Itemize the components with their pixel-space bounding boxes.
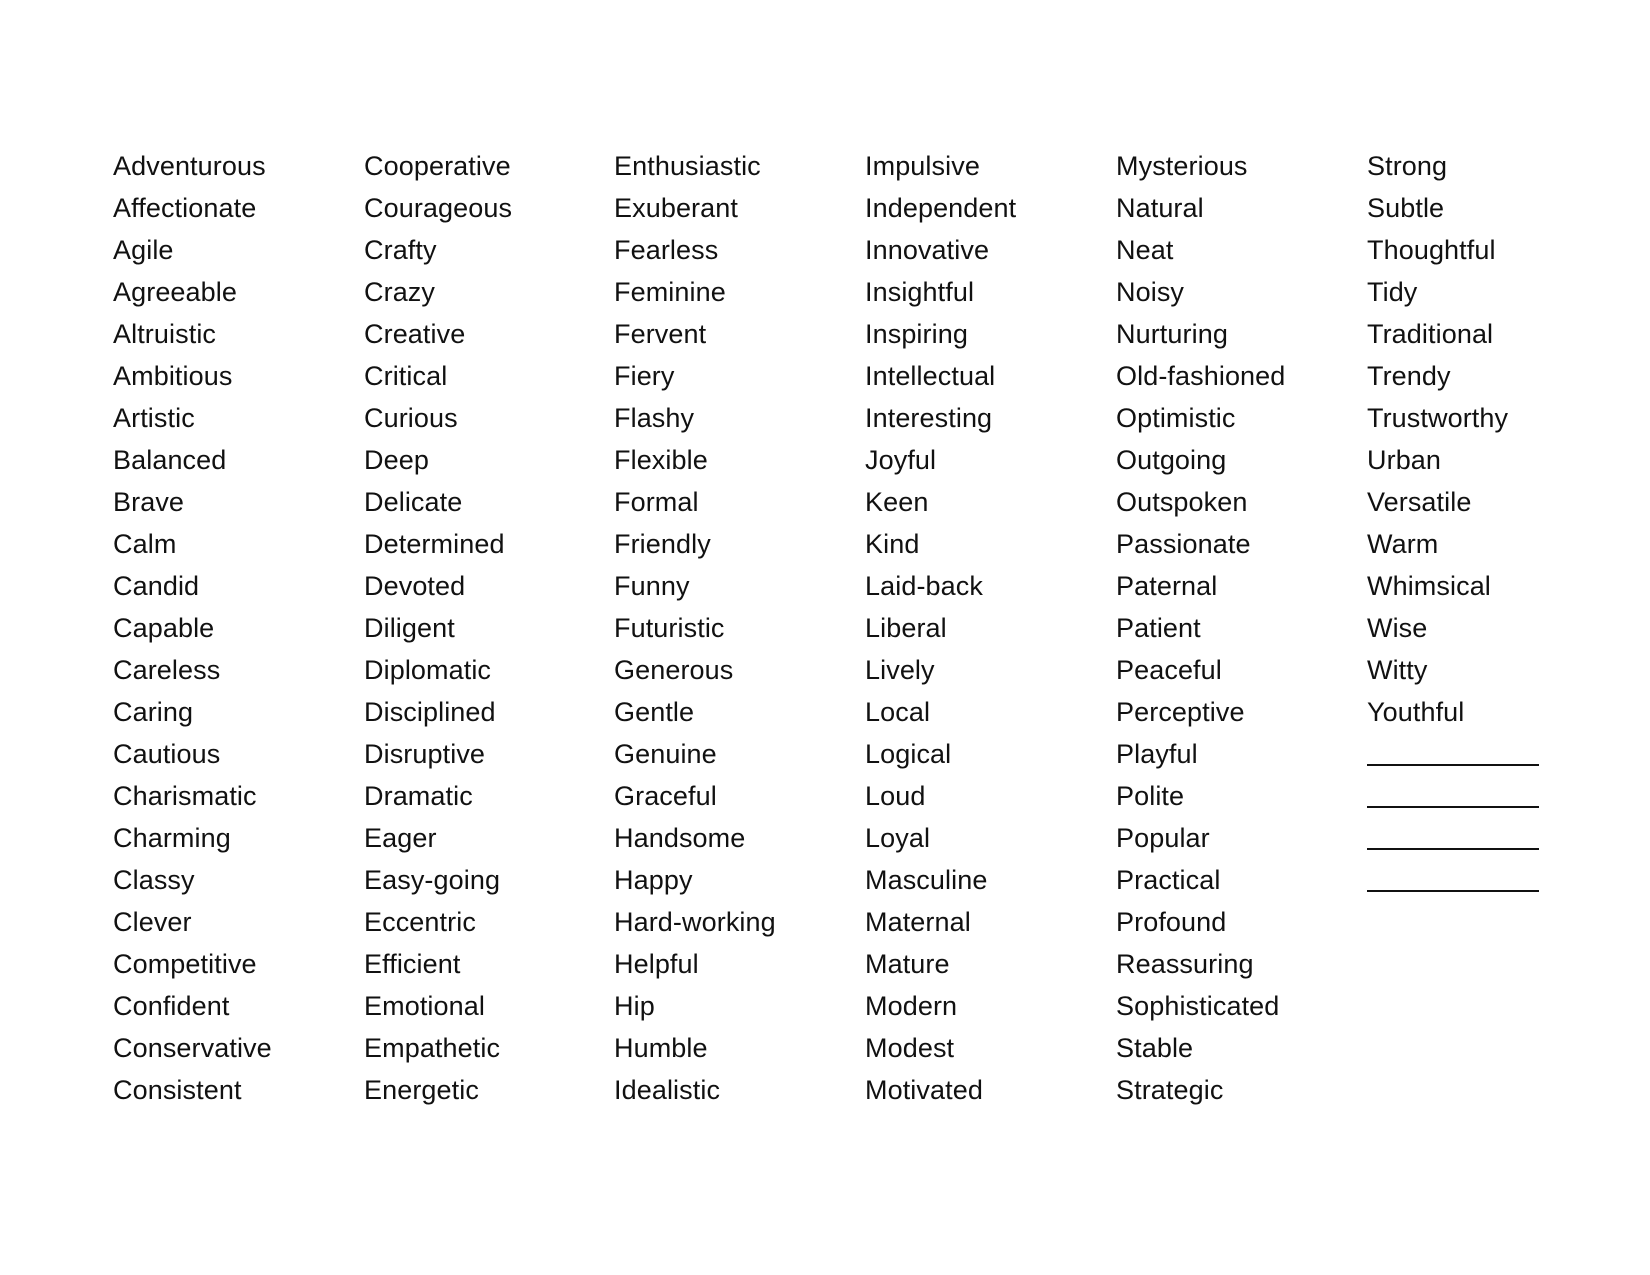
word-column-2	[364, 145, 604, 1111]
word: Careless	[113, 655, 221, 685]
word: Easy-going	[364, 865, 501, 895]
word: Generous	[614, 655, 734, 685]
word: Cautious	[113, 739, 221, 769]
word: Futuristic	[614, 613, 725, 643]
word: Wise	[1367, 613, 1428, 643]
word: Old-fashioned	[1116, 361, 1286, 391]
word: Adventurous	[113, 151, 266, 181]
word: Deep	[364, 445, 429, 475]
word: Handsome	[614, 823, 746, 853]
word: Fervent	[614, 319, 707, 349]
word: Conservative	[113, 1033, 272, 1063]
word: Thoughtful	[1367, 235, 1496, 265]
word: Crafty	[364, 235, 437, 265]
word: Mysterious	[1116, 151, 1248, 181]
word: Charismatic	[113, 781, 257, 811]
word: Curious	[364, 403, 458, 433]
word: Graceful	[614, 781, 717, 811]
word: Maternal	[865, 907, 971, 937]
word: Charming	[113, 823, 231, 853]
word: Loyal	[865, 823, 931, 853]
word: Mature	[865, 949, 950, 979]
word: Calm	[113, 529, 177, 559]
word: Feminine	[614, 277, 726, 307]
word: Humble	[614, 1033, 708, 1063]
word: Reassuring	[1116, 949, 1254, 979]
word: Witty	[1367, 655, 1428, 685]
word: Intellectual	[865, 361, 996, 391]
word: Profound	[1116, 907, 1227, 937]
word: Warm	[1367, 529, 1439, 559]
word: Agile	[113, 235, 174, 265]
word: Gentle	[614, 697, 695, 727]
word: Outgoing	[1116, 445, 1227, 475]
word: Ambitious	[113, 361, 233, 391]
word: Practical	[1116, 865, 1221, 895]
word: Diligent	[364, 613, 455, 643]
word: Logical	[865, 739, 952, 769]
word: Tidy	[1367, 277, 1418, 307]
word: Eccentric	[364, 907, 476, 937]
word: Passionate	[1116, 529, 1251, 559]
word: Liberal	[865, 613, 947, 643]
word: Laid-back	[865, 571, 983, 601]
word: Competitive	[113, 949, 257, 979]
word: Impulsive	[865, 151, 980, 181]
word: Playful	[1116, 739, 1198, 769]
word: Lively	[865, 655, 935, 685]
word: Strategic	[1116, 1075, 1224, 1105]
word: Noisy	[1116, 277, 1185, 307]
word: Formal	[614, 487, 699, 517]
write-in-blank-line	[1367, 775, 1607, 817]
word: Genuine	[614, 739, 717, 769]
word: Sophisticated	[1116, 991, 1280, 1021]
word: Innovative	[865, 235, 990, 265]
word: Trendy	[1367, 361, 1451, 391]
word: Patient	[1116, 613, 1201, 643]
word: Courageous	[364, 193, 513, 223]
word: Disruptive	[364, 739, 486, 769]
word: Balanced	[113, 445, 227, 475]
word: Creative	[364, 319, 466, 349]
word: Hip	[614, 991, 655, 1021]
word: Devoted	[364, 571, 466, 601]
word-column-4	[865, 145, 1105, 1111]
word: Polite	[1116, 781, 1185, 811]
word: Enthusiastic	[614, 151, 761, 181]
word: Cooperative	[364, 151, 511, 181]
word: Fiery	[614, 361, 675, 391]
word: Interesting	[865, 403, 993, 433]
word: Masculine	[865, 865, 988, 895]
word: Kind	[865, 529, 920, 559]
word: Flashy	[614, 403, 695, 433]
word: Local	[865, 697, 931, 727]
word: Diplomatic	[364, 655, 492, 685]
word: Friendly	[614, 529, 711, 559]
word: Disciplined	[364, 697, 496, 727]
word: Crazy	[364, 277, 436, 307]
write-in-blank-line	[1367, 859, 1607, 901]
word: Capable	[113, 613, 215, 643]
word: Eager	[364, 823, 437, 853]
word: Fearless	[614, 235, 719, 265]
word-column-5	[1116, 145, 1356, 1111]
word: Versatile	[1367, 487, 1472, 517]
word: Natural	[1116, 193, 1204, 223]
word: Emotional	[364, 991, 485, 1021]
word: Outspoken	[1116, 487, 1248, 517]
word: Urban	[1367, 445, 1442, 475]
word: Dramatic	[364, 781, 473, 811]
word: Popular	[1116, 823, 1210, 853]
word: Exuberant	[614, 193, 738, 223]
word-column-1	[113, 145, 353, 1111]
word: Flexible	[614, 445, 708, 475]
word: Candid	[113, 571, 200, 601]
word: Artistic	[113, 403, 195, 433]
word: Energetic	[364, 1075, 479, 1105]
word: Delicate	[364, 487, 463, 517]
word: Peaceful	[1116, 655, 1222, 685]
word: Paternal	[1116, 571, 1218, 601]
word: Consistent	[113, 1075, 242, 1105]
word: Brave	[113, 487, 185, 517]
word: Subtle	[1367, 193, 1445, 223]
word: Keen	[865, 487, 929, 517]
word: Affectionate	[113, 193, 257, 223]
word: Hard-working	[614, 907, 776, 937]
word: Agreeable	[113, 277, 237, 307]
word-column-6	[1367, 145, 1607, 901]
word: Empathetic	[364, 1033, 501, 1063]
word: Happy	[614, 865, 693, 895]
word: Efficient	[364, 949, 461, 979]
word: Strong	[1367, 151, 1448, 181]
word: Traditional	[1367, 319, 1494, 349]
word: Altruistic	[113, 319, 217, 349]
write-in-blank-line	[1367, 733, 1607, 775]
word: Confident	[113, 991, 230, 1021]
word: Classy	[113, 865, 195, 895]
word: Critical	[364, 361, 448, 391]
word: Modest	[865, 1033, 955, 1063]
word: Trustworthy	[1367, 403, 1509, 433]
word: Modern	[865, 991, 958, 1021]
word: Loud	[865, 781, 926, 811]
word: Caring	[113, 697, 194, 727]
word-list-grid	[113, 145, 1573, 1105]
word: Stable	[1116, 1033, 1194, 1063]
word: Nurturing	[1116, 319, 1228, 349]
word: Clever	[113, 907, 192, 937]
word: Youthful	[1367, 697, 1465, 727]
word: Funny	[614, 571, 690, 601]
write-in-blank-line	[1367, 817, 1607, 859]
word: Determined	[364, 529, 505, 559]
word: Perceptive	[1116, 697, 1245, 727]
word: Neat	[1116, 235, 1174, 265]
word: Independent	[865, 193, 1017, 223]
word: Helpful	[614, 949, 699, 979]
word: Motivated	[865, 1075, 983, 1105]
word: Joyful	[865, 445, 937, 475]
word: Inspiring	[865, 319, 968, 349]
word: Whimsical	[1367, 571, 1491, 601]
word: Optimistic	[1116, 403, 1236, 433]
word-column-3	[614, 145, 854, 1111]
word: Idealistic	[614, 1075, 721, 1105]
word: Insightful	[865, 277, 975, 307]
